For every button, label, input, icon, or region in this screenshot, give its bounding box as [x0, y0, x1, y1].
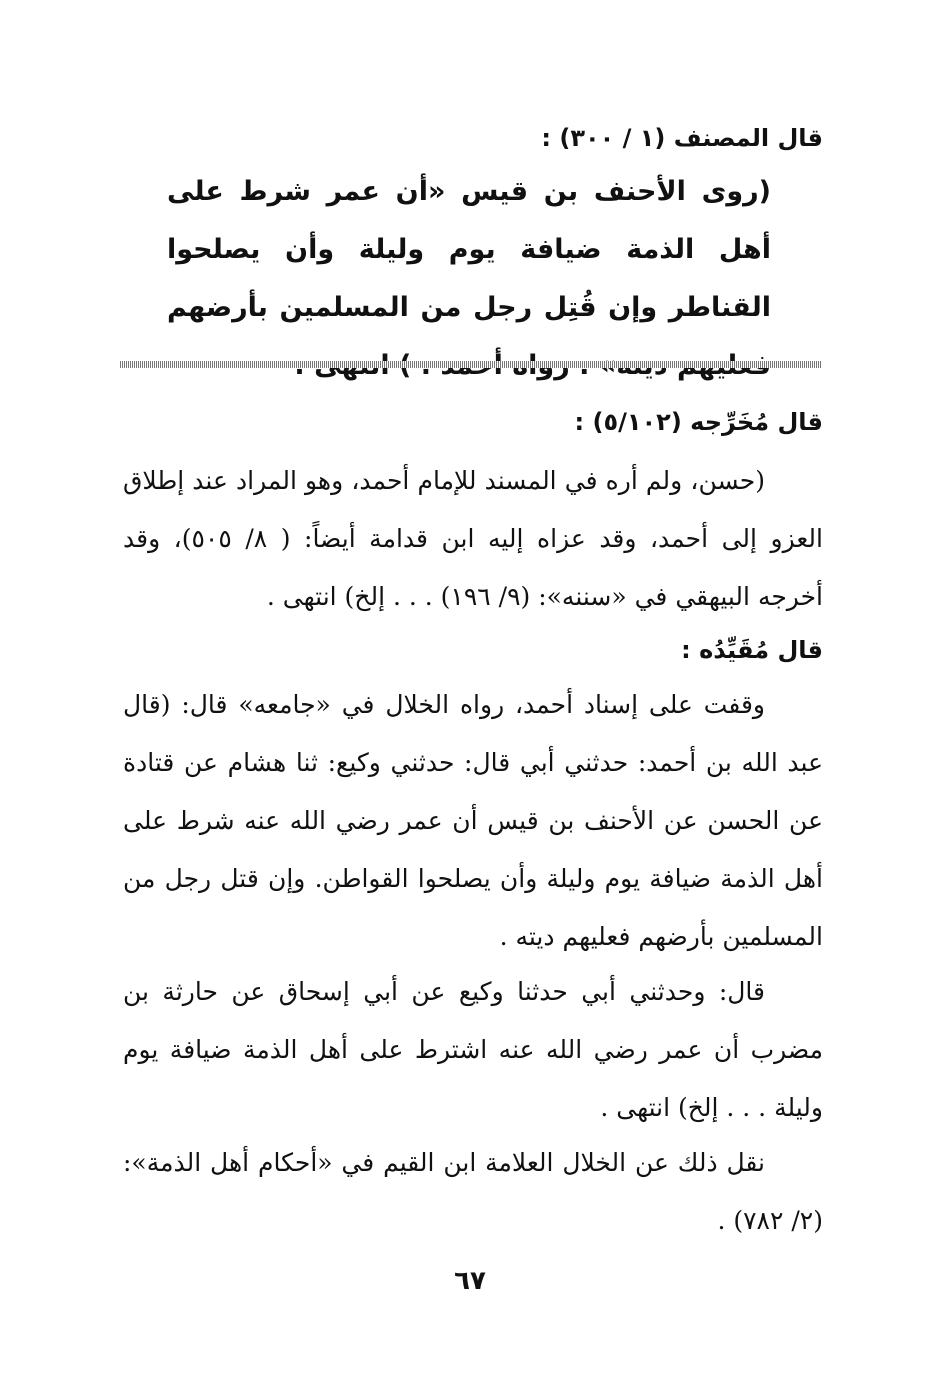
section2-heading: قال مُخَرِّجه (٥/١٠٢) : — [574, 408, 823, 436]
section1-heading: قال المصنف (١ / ٣٠٠) : — [541, 124, 823, 152]
section3-heading: قال مُقَيِّدُه : — [681, 636, 823, 664]
section3-paragraph-1: وقفت على إسناد أحمد، رواه الخلال في «جامعه» قال: (قال عبد الله بن أحمد: حدثني أبي قال: حدثني وكيع: ثنا هشام عن قتادة عن الحسن عن الأحنف بن قيس أن عمر رضي الله عنه شرط على أهل الذمة ضيافة يوم وليلة وأن يصلحوا القواطن. وإن قتل رجل من المسلمين بأرضهم فعليهم ديته . — [123, 690, 823, 951]
page-number: ٦٧ — [454, 1266, 486, 1296]
section3-paragraph-3: نقل ذلك عن الخلال العلامة ابن القيم في «أحكام أهل الذمة»: (٢/ ٧٨٢) . — [123, 1148, 823, 1235]
section3-paragraph-2: قال: وحدثني أبي حدثنا وكيع عن أبي إسحاق عن حارثة بن مضرب أن عمر رضي الله عنه اشترط على أهل الذمة ضيافة يوم وليلة . . . إلخ) انتهى . — [123, 977, 823, 1122]
section-divider — [120, 361, 822, 368]
section2-text: (حسن، ولم أره في المسند للإمام أحمد، وهو المراد عند إطلاق العزو إلى أحمد، وقد عزاه إليه ابن قدامة أيضاً: ( ٨/ ٥٠٥)، وقد أخرجه البيهقي في «سننه»: (٩/ ١٩٦) . . . إلخ) انتهى . — [123, 466, 823, 611]
section1-quote: (روى الأحنف بن قيس «أن عمر شرط على أهل الذمة ضيافة يوم وليلة وأن يصلحوا القناطر وإن قُتِل رجل من المسلمين بأرضهم — [167, 176, 771, 323]
